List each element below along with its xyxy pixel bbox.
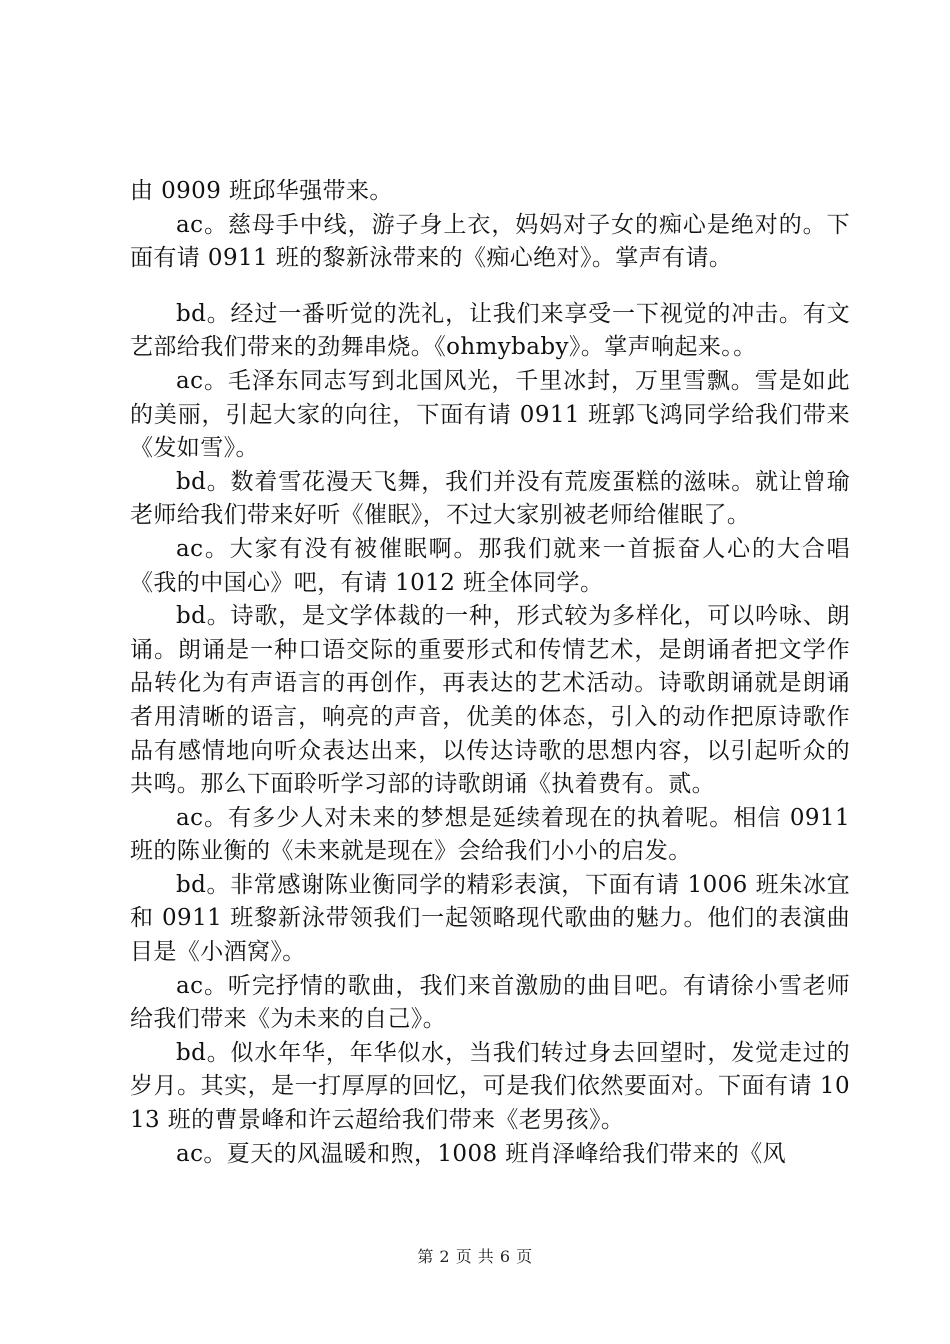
page-number-footer: 第 2 页 共 6 页 xyxy=(417,1247,533,1266)
paragraph: bd。经过一番听觉的洗礼，让我们来享受一下视觉的冲击。有文艺部给我们带来的劲舞串烧。《ohmybaby》。掌声响起来。。 xyxy=(130,300,850,361)
paragraph: bd。诗歌，是文学体裁的一种，形式较为多样化，可以吟咏、朗诵。朗诵是一种口语交际的重要形式和传情艺术，是朗诵者把文学作品转化为有声语言的再创作，再表达的艺术活动。诗歌朗诵就是朗诵者用清晰的语言，响亮的声音，优美的体态，引入的动作把原诗歌作品有感情地向听众表达出来，以传达诗歌的思想内容，以引起听众的共鸣。那么下面聆听学习部的诗歌朗诵《执着费有。贰。 xyxy=(130,603,850,798)
paragraph: ac。大家有没有被催眠啊。那我们就来一首振奋人心的大合唱《我的中国心》吧，有请 1012 班全体同学。 xyxy=(130,535,850,596)
paragraph: ac。慈母手中线，游子身上衣，妈妈对子女的痴心是绝对的。下面有请 0911 班的黎新泳带来的《痴心绝对》。掌声有请。 xyxy=(130,211,850,272)
paragraph: ac。夏天的风温暖和煦，1008 班肖泽峰给我们带来的《风 xyxy=(176,1140,787,1167)
paragraph: ac。听完抒情的歌曲，我们来首激励的曲目吧。有请徐小雪老师给我们带来《为未来的自己》。 xyxy=(130,972,850,1033)
paragraph: bd。似水年华，年华似水，当我们转过身去回望时，发觉走过的岁月。其实，是一打厚厚的回忆，可是我们依然要面对。下面有请 1013 班的曹景峰和许云超给我们带来《老男孩》。 xyxy=(130,1039,850,1134)
paragraph: ac。有多少人对未来的梦想是延续着现在的执着呢。相信 0911 班的陈业衡的《未来就是现在》会给我们小小的启发。 xyxy=(130,804,850,865)
paragraph: bd。数着雪花漫天飞舞，我们并没有荒废蛋糕的滋味。就让曾瑜老师给我们带来好听《催眠》，不过大家别被老师给催眠了。 xyxy=(130,468,850,529)
paragraph: 由 0909 班邱华强带来。 xyxy=(130,178,393,204)
paragraph: ac。毛泽东同志写到北国风光，千里冰封，万里雪飘。雪是如此的美丽，引起大家的向往，下面有请 0911 班郭飞鸿同学给我们带来《发如雪》。 xyxy=(130,367,850,462)
document-body xyxy=(130,175,850,1171)
paragraph: bd。非常感谢陈业衡同学的精彩表演，下面有请 1006 班朱冰宜和 0911 班黎新泳带领我们一起领略现代歌曲的魅力。他们的表演曲目是《小酒窝》。 xyxy=(130,871,850,966)
